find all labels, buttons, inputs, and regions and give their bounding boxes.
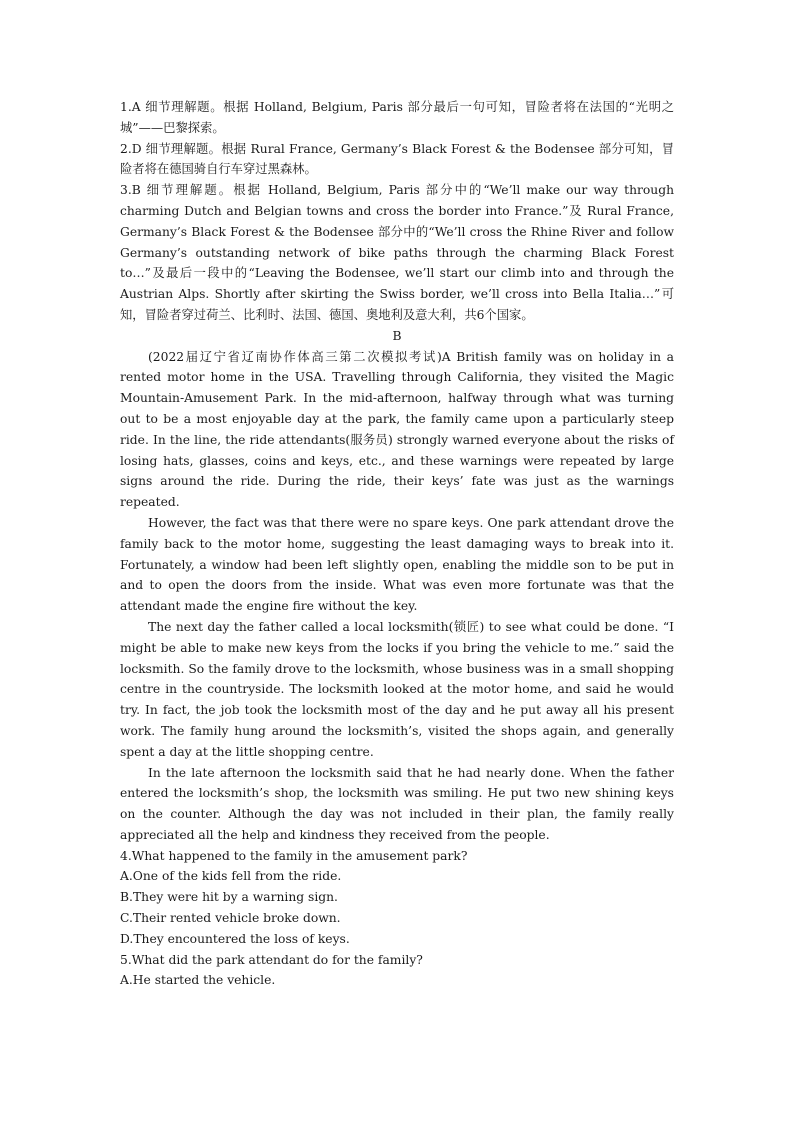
question-5: 5.What did the park attendant do for the family? xyxy=(120,952,423,967)
passage-paragraph-4: In the late afternoon the locksmith said that he had nearly done. When the father entered the locksmith’s shop, the locksmith was smiling. He put two new shining keys on the counter. Although the day was not included in their plan, the family really appreciated all the help and kindness they received from the people. xyxy=(120,765,674,842)
answer-2: 2.D 细节理解题。根据 Rural France, Germany’s Black Forest & the Bodensee 部分可知，冒险者将在德国骑自行车穿过黑森林。 xyxy=(120,141,674,177)
question-4-option-d: D.They encountered the loss of keys. xyxy=(120,931,350,946)
question-4-option-c: C.Their rented vehicle broke down. xyxy=(120,911,341,926)
passage-paragraph-1: (2022届辽宁省辽南协作体高三第二次模拟考试)A British family was on holiday in a rented motor home in the USA. Travelling through California, they visited the Magic Mountain-Amusement Park. In the mid-afternoon, halfway through what was turning out to be a most enjoyable day at the park, the family came upon a particularly steep ride. In the line, the ride attendants(服务员) strongly warned everyone about the risks of losing hats, glasses, coins and keys, etc., and these warnings were repeated by large signs around the ride. During the ride, their keys’ fate was just as the warnings repeated. xyxy=(120,349,674,510)
passage-paragraph-3: The next day the father called a local locksmith(锁匠) to see what could be done. “I might be able to make new keys from the locks if you bring the vehicle to me.” said the locksmith. So the family drove to the locksmith, whose business was in a small shopping centre in the countryside. The locksmith looked at the motor home, and said he would try. In fact, the job took the locksmith most of the day and he put away all his present work. The family hung around the locksmith’s, visited the shops again, and generally spent a day at the little shopping centre. xyxy=(120,619,674,759)
answer-3: 3.B 细节理解题。根据 Holland, Belgium, Paris 部分中的“We’ll make our way through charming Dutch and Belgian towns and cross the border into France.”及 Rural France, Germany’s Black Forest & the Bodensee 部分中的“We’ll cross the Rhine River and follow Germany’s outstanding network of bike paths through the charming Black Forest to…”及最后一段中的“Leaving the Bodensee, we’ll start our climb into and through the Austrian Alps. Shortly after skirting the Swiss border, we’ll cross into Bella Italia…”可知，冒险者穿过荷兰、比利时、法国、德国、奥地利及意大利，共6个国家。 xyxy=(120,183,674,322)
question-4-option-b: B.They were hit by a warning sign. xyxy=(120,890,338,905)
question-4-option-a: A.One of the kids fell from the ride. xyxy=(120,869,342,884)
question-5-option-a: A.He started the vehicle. xyxy=(120,973,276,988)
passage-paragraph-2: However, the fact was that there were no spare keys. One park attendant drove the family back to the motor home, suggesting the least damaging ways to break into it. Fortunately, a window had been left slightly open, enabling the middle son to be put in and to open the doors from the inside. What was even more fortunate was that the attendant made the engine fire without the key. xyxy=(120,515,674,614)
answer-1: 1.A 细节理解题。根据 Holland, Belgium, Paris 部分最后一句可知，冒险者将在法国的“光明之城”——巴黎探索。 xyxy=(120,100,674,135)
document-page xyxy=(120,97,674,991)
section-label: B xyxy=(392,328,402,343)
question-4: 4.What happened to the family in the amusement park? xyxy=(120,848,468,863)
